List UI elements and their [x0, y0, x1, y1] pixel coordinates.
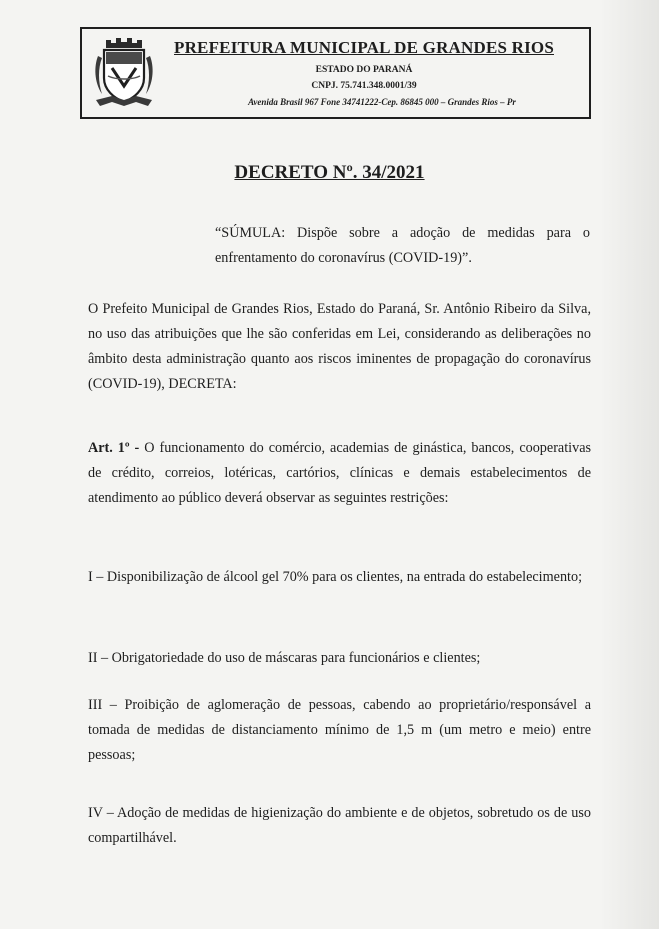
letterhead-state: ESTADO DO PARANÁ [315, 65, 413, 75]
letterhead [80, 27, 591, 119]
page-edge-shadow [599, 0, 659, 929]
letterhead-cnpj: CNPJ. 75.741.348.0001/39 [311, 81, 417, 91]
letterhead-address: Avenida Brasil 967 Fone 34741222-Cep. 86845 000 – Grandes Rios – Pr [248, 97, 516, 107]
article-item-iv: IV – Adoção de medidas de higienização do ambiente e de objetos, sobretudo os de uso compartilhável. [88, 805, 591, 846]
article-1-label: Art. 1º - [88, 440, 140, 456]
article-item-ii: II – Obrigatoriedade do uso de máscaras para funcionários e clientes; [88, 650, 481, 666]
article-item-iii: III – Proibição de aglomeração de pessoas, cabendo ao proprietário/responsável a tomada de medidas de distanciamento mínimo de 1,5 m (um metro e meio) entre pessoas; [88, 697, 591, 763]
decree-preamble: O Prefeito Municipal de Grandes Rios, Estado do Paraná, Sr. Antônio Ribeiro da Silva, no uso das atribuições que lhe são conferidas em Lei, considerando as deliberações no âmbito desta administração quanto aos riscos iminentes de propagação do coronavírus (COVID-19), DECRETA: [88, 301, 591, 392]
decree-summary: “SÚMULA: Dispõe sobre a adoção de medidas para o enfrentamento do coronavírus (COVID-19)”. [215, 225, 590, 266]
decree-title: DECRETO Nº. 34/2021 [234, 162, 425, 183]
article-1-text: O funcionamento do comércio, academias de ginástica, bancos, cooperativas de crédito, correios, lotéricas, cartórios, clínicas e demais estabelecimentos de atendimento ao público deverá observar as seguintes restrições: [88, 440, 592, 506]
article-item-i: I – Disponibilização de álcool gel 70% para os clientes, na entrada do estabelecimento; [88, 569, 583, 585]
municipal-coat-of-arms-icon [92, 34, 156, 108]
article-1 [88, 436, 591, 511]
letterhead-title: PREFEITURA MUNICIPAL DE GRANDES RIOS [174, 38, 554, 57]
